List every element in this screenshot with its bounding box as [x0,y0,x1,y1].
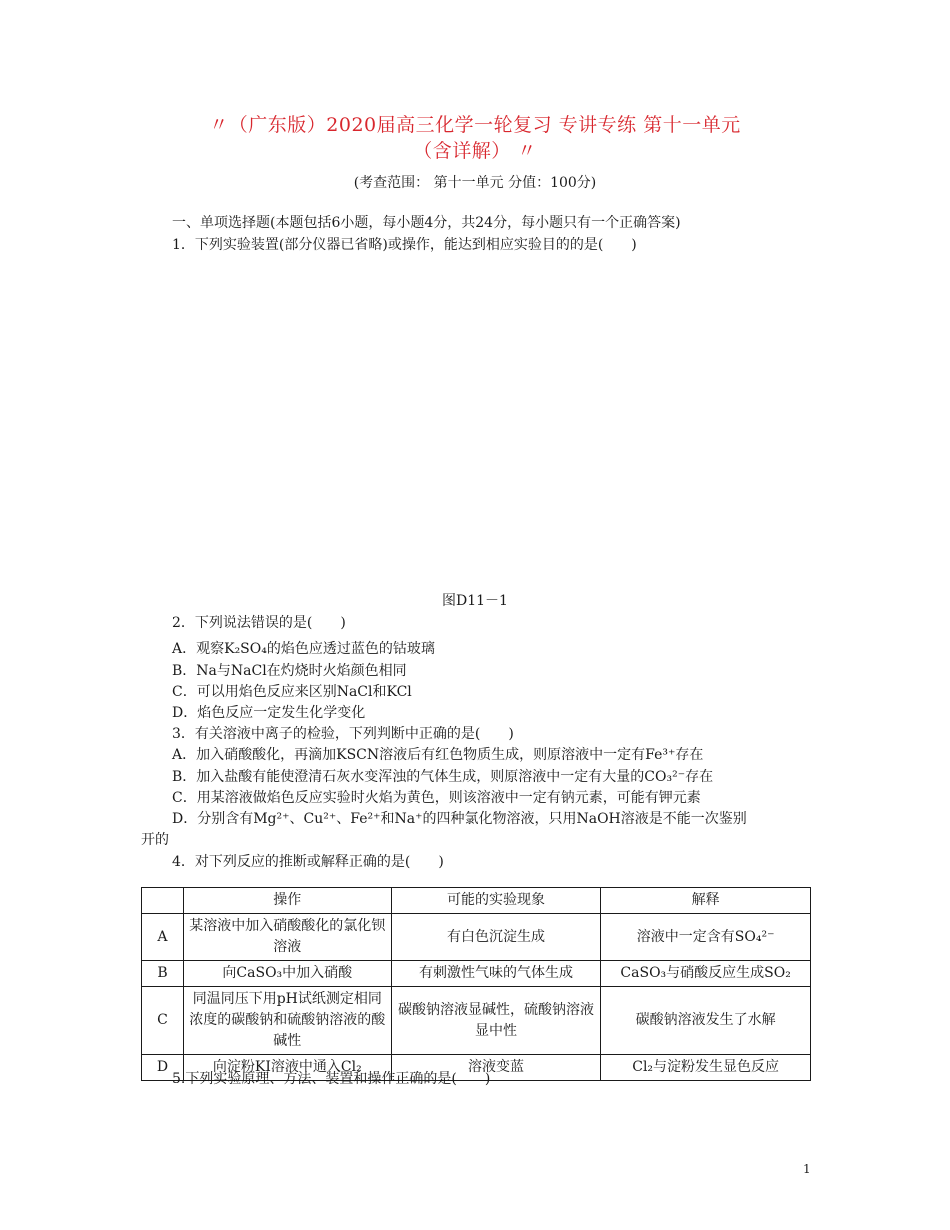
table-cell-explanation: CaSO₃与硝酸反应生成SO₂ [601,961,811,987]
table-cell-operation: 某溶液中加入硝酸酸化的氯化钡溶液 [183,914,391,961]
table-cell-operation: 向CaSO₃中加入硝酸 [183,961,391,987]
table-cell-explanation: 碳酸钠溶液发生了水解 [601,987,811,1055]
table-cell-phenomenon: 有刺激性气味的气体生成 [391,961,601,987]
question-3-option-c: C．用某溶液做焰色反应实验时火焰为黄色，则该溶液中一定有钠元素，可能有钾元素 [172,790,701,806]
table-cell-label: C [142,987,184,1055]
question-2-option-c: C．可以用焰色反应来区别NaCl和KCl [172,684,412,700]
question-2-option-d: D．焰色反应一定发生化学变化 [172,705,366,721]
subtitle: (考查范围： 第十一单元 分值：100分) [353,175,597,191]
question-2-option-a: A．观察K₂SO₄的焰色应透过蓝色的钴玻璃 [172,641,435,657]
table-cell-phenomenon: 碳酸钠溶液显碱性，硫酸钠溶液显中性 [391,987,601,1055]
table-cell-explanation: Cl₂与淀粉发生显色反应 [601,1055,811,1081]
question-2-option-b: B．Na与NaCl在灼烧时火焰颜色相同 [172,663,407,679]
question-3-option-a: A．加入硝酸酸化，再滴加KSCN溶液后有红色物质生成，则原溶液中一定有Fe³⁺存在 [172,747,704,763]
section-heading: 一、单项选择题(本题包括6小题，每小题4分，共24分，每小题只有一个正确答案) [172,215,681,231]
question-3-option-d-continued: 开的 [141,832,169,848]
table-cell-label: D [142,1055,184,1081]
question-4-stem: 4．对下列反应的推断或解释正确的是( ) [172,854,444,870]
table-cell-phenomenon: 溶液变蓝 [391,1055,601,1081]
table-cell-explanation: 溶液中一定含有SO₄²⁻ [601,914,811,961]
table-cell-label: B [142,961,184,987]
table-cell-operation: 同温同压下用pH试纸测定相同浓度的碳酸钠和硫酸钠溶液的酸碱性 [183,987,391,1055]
table-row [142,987,811,1055]
question-2-stem: 2．下列说法错误的是( ) [172,615,346,631]
table-cell-operation: 向淀粉KI溶液中通入Cl₂ [183,1055,391,1081]
question-4-table [141,887,811,1081]
table-header-cell [142,888,184,914]
title-line-2: （含详解） 〃 [413,140,537,162]
figure-caption: 图D11－1 [442,593,508,609]
title-line-1: 〃（广东版）2020届高三化学一轮复习 专讲专练 第十一单元 [209,114,741,136]
question-1: 1．下列实验装置(部分仪器已省略)或操作，能达到相应实验目的的是( ) [172,237,637,253]
table-cell-phenomenon: 有白色沉淀生成 [391,914,601,961]
table-row [142,914,811,961]
question-5-stem: 5.下列实验原理、方法、装置和操作正确的是( ) [172,1071,491,1087]
page-number: 1 [803,1162,811,1176]
table-header-cell: 可能的实验现象 [391,888,601,914]
table-header-row [142,888,811,914]
table-header-cell: 操作 [183,888,391,914]
question-3-option-d: D．分别含有Mg²⁺、Cu²⁺、Fe²⁺和Na⁺的四种氯化物溶液，只用NaOH溶液是不能一次鉴别 [172,811,747,827]
table-cell-label: A [142,914,184,961]
question-3-stem: 3．有关溶液中离子的检验，下列判断中正确的是( ) [172,726,514,742]
table-row [142,961,811,987]
question-3-option-b: B．加入盐酸有能使澄清石灰水变浑浊的气体生成，则原溶液中一定有大量的CO₃²⁻存在 [172,769,714,785]
table-header-cell: 解释 [601,888,811,914]
